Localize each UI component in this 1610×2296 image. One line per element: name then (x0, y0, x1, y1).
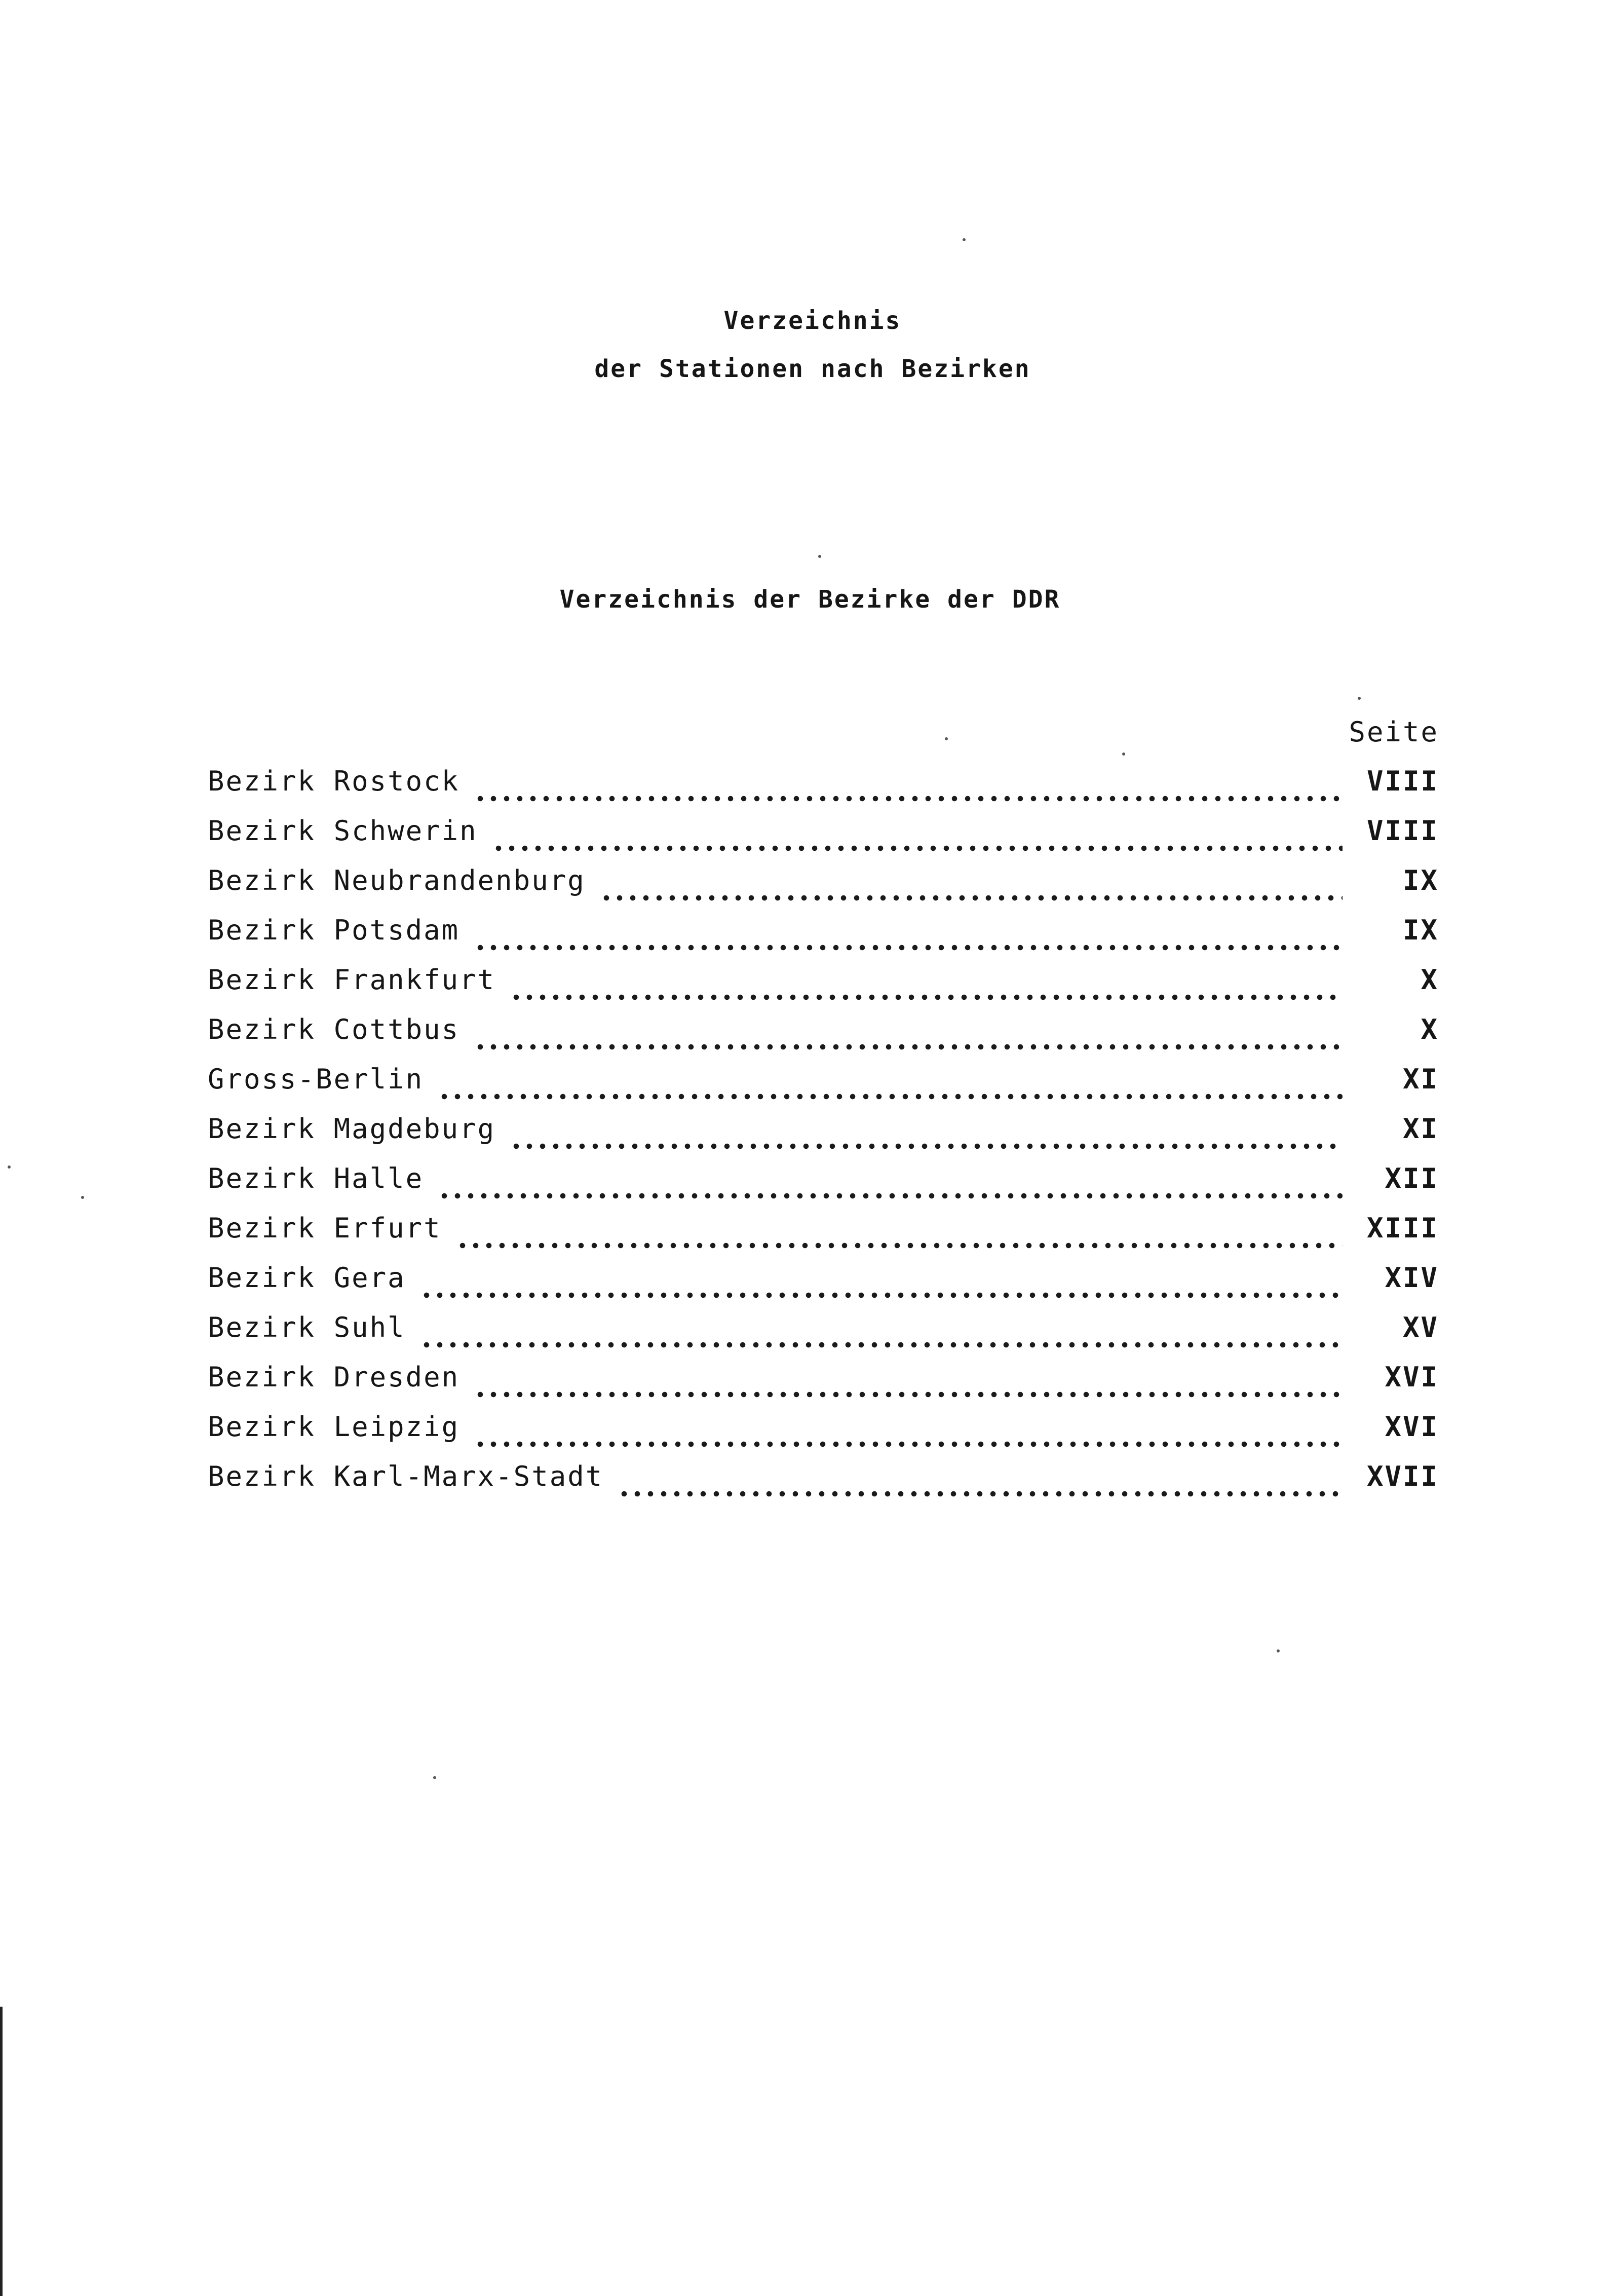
dot-leader (510, 992, 1343, 1002)
toc-entry-label: Bezirk Cottbus (208, 1013, 460, 1045)
toc-entry-label: Bezirk Suhl (208, 1311, 406, 1343)
toc-entry-page: XVII (1366, 1460, 1439, 1492)
dot-leader (474, 1439, 1343, 1449)
toc-entry (208, 1162, 1439, 1212)
dot-leader (474, 943, 1343, 953)
dot-leader (618, 1489, 1343, 1499)
toc-entry-page: XVI (1385, 1411, 1439, 1443)
scan-speck (1122, 752, 1125, 756)
toc-entry-page: XI (1402, 1063, 1439, 1095)
scan-edge-line (0, 2007, 3, 2296)
toc-entry (208, 1460, 1439, 1510)
toc-entry (208, 1311, 1439, 1361)
toc-entry-label: Bezirk Schwerin (208, 815, 478, 847)
toc-entry-label: Bezirk Leipzig (208, 1411, 460, 1443)
toc-entry (208, 1361, 1439, 1411)
table-of-contents (208, 765, 1439, 1510)
toc-entry-label: Gross-Berlin (208, 1063, 424, 1095)
toc-entry-page: XI (1402, 1113, 1439, 1145)
page-title: Verzeichnis (723, 307, 902, 335)
scan-speck (1277, 1649, 1280, 1652)
toc-entry-page: XIV (1385, 1262, 1439, 1294)
scan-speck (945, 737, 948, 740)
dot-leader (420, 1290, 1343, 1300)
dot-leader (510, 1141, 1343, 1151)
scan-speck (818, 555, 821, 558)
dot-leader (420, 1340, 1343, 1350)
dot-leader (474, 1389, 1343, 1400)
toc-entry-label: Bezirk Neubrandenburg (208, 864, 586, 896)
toc-entry-page: XV (1402, 1311, 1439, 1343)
toc-entry-label: Bezirk Frankfurt (208, 964, 496, 996)
toc-entry-label: Bezirk Potsdam (208, 914, 460, 946)
toc-entry-page: IX (1402, 914, 1439, 946)
scan-speck (433, 1776, 436, 1779)
toc-entry (208, 964, 1439, 1013)
toc-entry (208, 914, 1439, 964)
toc-entry-page: X (1421, 964, 1439, 996)
toc-entry-page: XII (1385, 1162, 1439, 1194)
toc-entry (208, 1063, 1439, 1113)
toc-entry (208, 1262, 1439, 1311)
toc-entry (208, 1212, 1439, 1262)
toc-entry-label: Bezirk Halle (208, 1162, 424, 1194)
toc-entry-page: VIII (1366, 815, 1439, 847)
dot-leader (474, 794, 1343, 804)
toc-entry-label: Bezirk Erfurt (208, 1212, 442, 1244)
dot-leader (474, 1042, 1343, 1052)
toc-entry (208, 1411, 1439, 1460)
toc-entry (208, 765, 1439, 815)
dot-leader (456, 1240, 1343, 1251)
section-title: Verzeichnis der Bezirke der DDR (559, 585, 1061, 614)
scan-speck (8, 1165, 11, 1169)
toc-entry (208, 815, 1439, 864)
dot-leader (438, 1091, 1343, 1102)
page-column-header: Seite (1349, 716, 1439, 748)
toc-entry (208, 864, 1439, 914)
toc-entry-label: Bezirk Dresden (208, 1361, 460, 1393)
toc-entry (208, 1113, 1439, 1162)
dot-leader (600, 893, 1343, 903)
toc-entry-page: IX (1402, 864, 1439, 896)
dot-leader (492, 843, 1343, 853)
scan-speck (963, 238, 966, 241)
toc-entry-page: XIII (1366, 1212, 1439, 1244)
page-subtitle: der Stationen nach Bezirken (594, 355, 1031, 383)
toc-entry (208, 1013, 1439, 1063)
dot-leader (438, 1191, 1343, 1201)
toc-entry-label: Bezirk Gera (208, 1262, 406, 1294)
toc-entry-page: X (1421, 1013, 1439, 1045)
toc-entry-label: Bezirk Magdeburg (208, 1113, 496, 1145)
scan-speck (1358, 697, 1361, 700)
toc-entry-page: XVI (1385, 1361, 1439, 1393)
scan-speck (81, 1196, 84, 1199)
toc-entry-label: Bezirk Rostock (208, 765, 460, 797)
toc-entry-page: VIII (1366, 765, 1439, 797)
toc-entry-label: Bezirk Karl-Marx-Stadt (208, 1460, 604, 1492)
